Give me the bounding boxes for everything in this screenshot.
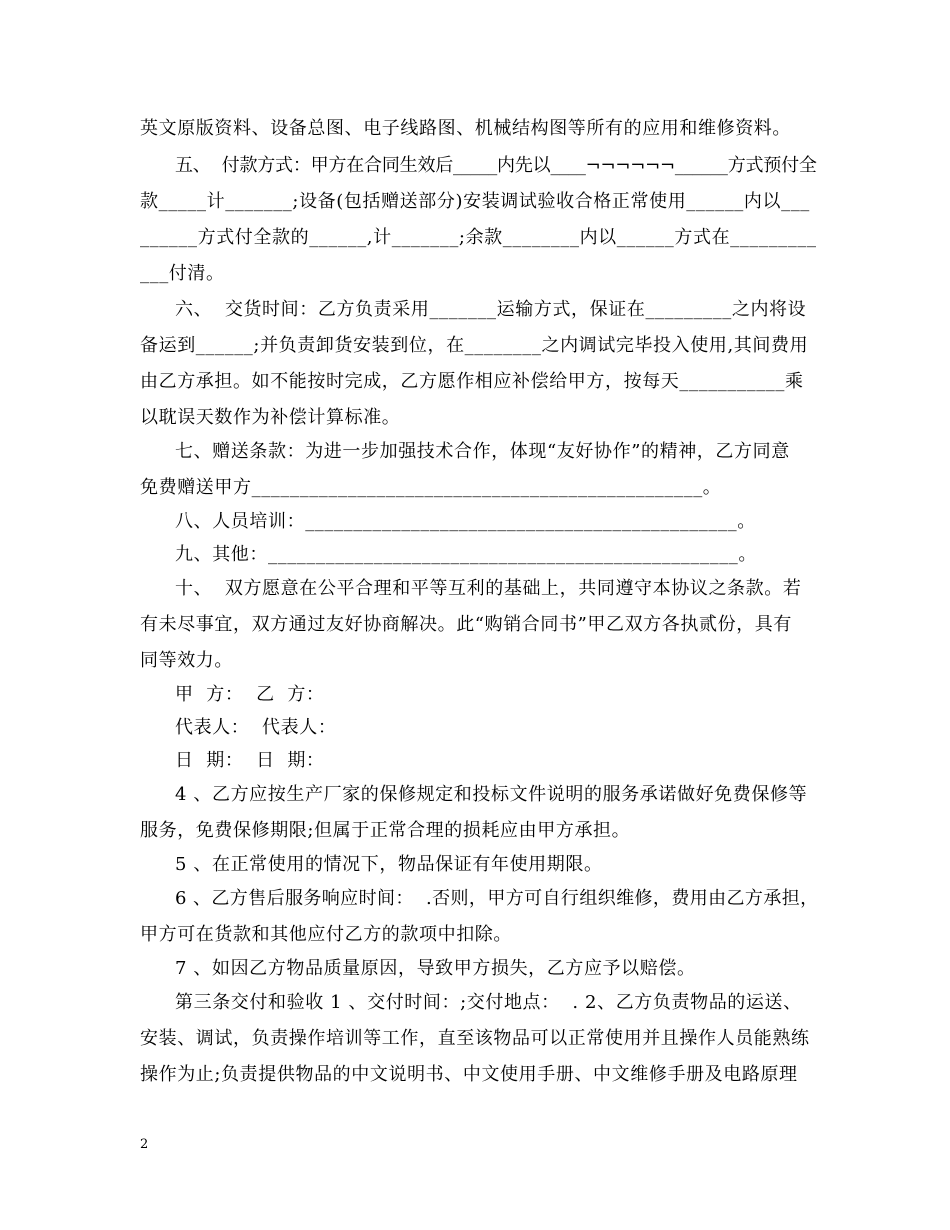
- text-line-28: 操作为止;负责提供物品的中文说明书、中文使用手册、中文维修手册及电路原理: [140, 1064, 798, 1085]
- text-line-16: 同等效力。: [140, 650, 233, 671]
- text-line-8: 由乙方承担。如不能按时完成，乙方愿作相应补偿给甲方，按每天___________乘: [140, 371, 804, 392]
- text-line-18: 代表人： 代表人：: [175, 717, 337, 738]
- page-number: 2: [140, 1137, 149, 1152]
- text-line-7: 备运到______;并负责卸货安装到位，在________之内调试完毕投入使用,其间费用: [140, 335, 809, 356]
- text-line-2: 五、 付款方式：甲方在合同生效后_____内先以____¬¬¬¬¬¬______方式预付全: [175, 155, 817, 176]
- text-line-22: 5 、在正常使用的情况下，物品保证有年使用期限。: [175, 854, 603, 875]
- text-line-15: 有未尽事宜，双方通过友好协商解决。此“购销合同书”甲乙双方各执贰份，具有: [140, 614, 793, 635]
- text-line-9: 以耽误天数作为补偿计算标准。: [140, 407, 401, 428]
- text-line-20: 4 、乙方应按生产厂家的保修规定和投标文件说明的服务承诺做好免费保修等: [175, 784, 808, 805]
- text-line-23: 6 、乙方售后服务响应时间： .否则，甲方可自行组织维修，费用由乙方承担，: [175, 888, 819, 909]
- text-line-10: 七、赠送条款：为进一步加强技术合作，体现“友好协作”的精神，乙方同意: [175, 441, 790, 462]
- text-line-14: 十、 双方愿意在公平合理和平等互利的基础上，共同遵守本协议之条款。若: [175, 578, 802, 599]
- text-line-24: 甲方可在货款和其他应付乙方的款项中扣除。: [140, 924, 512, 945]
- text-line-27: 安装、调试，负责操作培训等工作，直至该物品可以正常使用并且操作人员能熟练: [140, 1028, 810, 1049]
- text-line-4: ______方式付全款的______,计_______;余款________内以______方式在_________: [140, 227, 817, 248]
- text-line-21: 服务，免费保修期限;但属于正常合理的损耗应由甲方承担。: [140, 820, 631, 841]
- text-line-26: 第三条交付和验收 1 、交付时间：;交付地点： . 2、乙方负责物品的运送、: [175, 992, 802, 1013]
- text-line-12: 八、人员培训：_____________________________________________。: [175, 511, 756, 532]
- text-line-13: 九、其他：_________________________________________________。: [175, 544, 757, 565]
- text-line-3: 款_____计_______;设备(包括赠送部分)安装调试验收合格正常使用______内以___: [140, 191, 810, 212]
- text-line-19: 日 期： 日 期：: [175, 750, 325, 771]
- text-line-11: 免费赠送甲方_______________________________________________。: [140, 477, 722, 498]
- text-line-6: 六、 交货时间：乙方负责采用_______运输方式，保证在_________之内将设: [175, 299, 807, 320]
- text-line-25: 7 、如因乙方物品质量原因，导致甲方损失，乙方应予以赔偿。: [175, 958, 696, 979]
- text-line-17: 甲 方： 乙 方：: [175, 684, 325, 705]
- text-line-1: 英文原版资料、设备总图、电子线路图、机械结构图等所有的应用和维修资料。: [140, 118, 791, 139]
- text-line-5: ___付清。: [140, 263, 225, 284]
